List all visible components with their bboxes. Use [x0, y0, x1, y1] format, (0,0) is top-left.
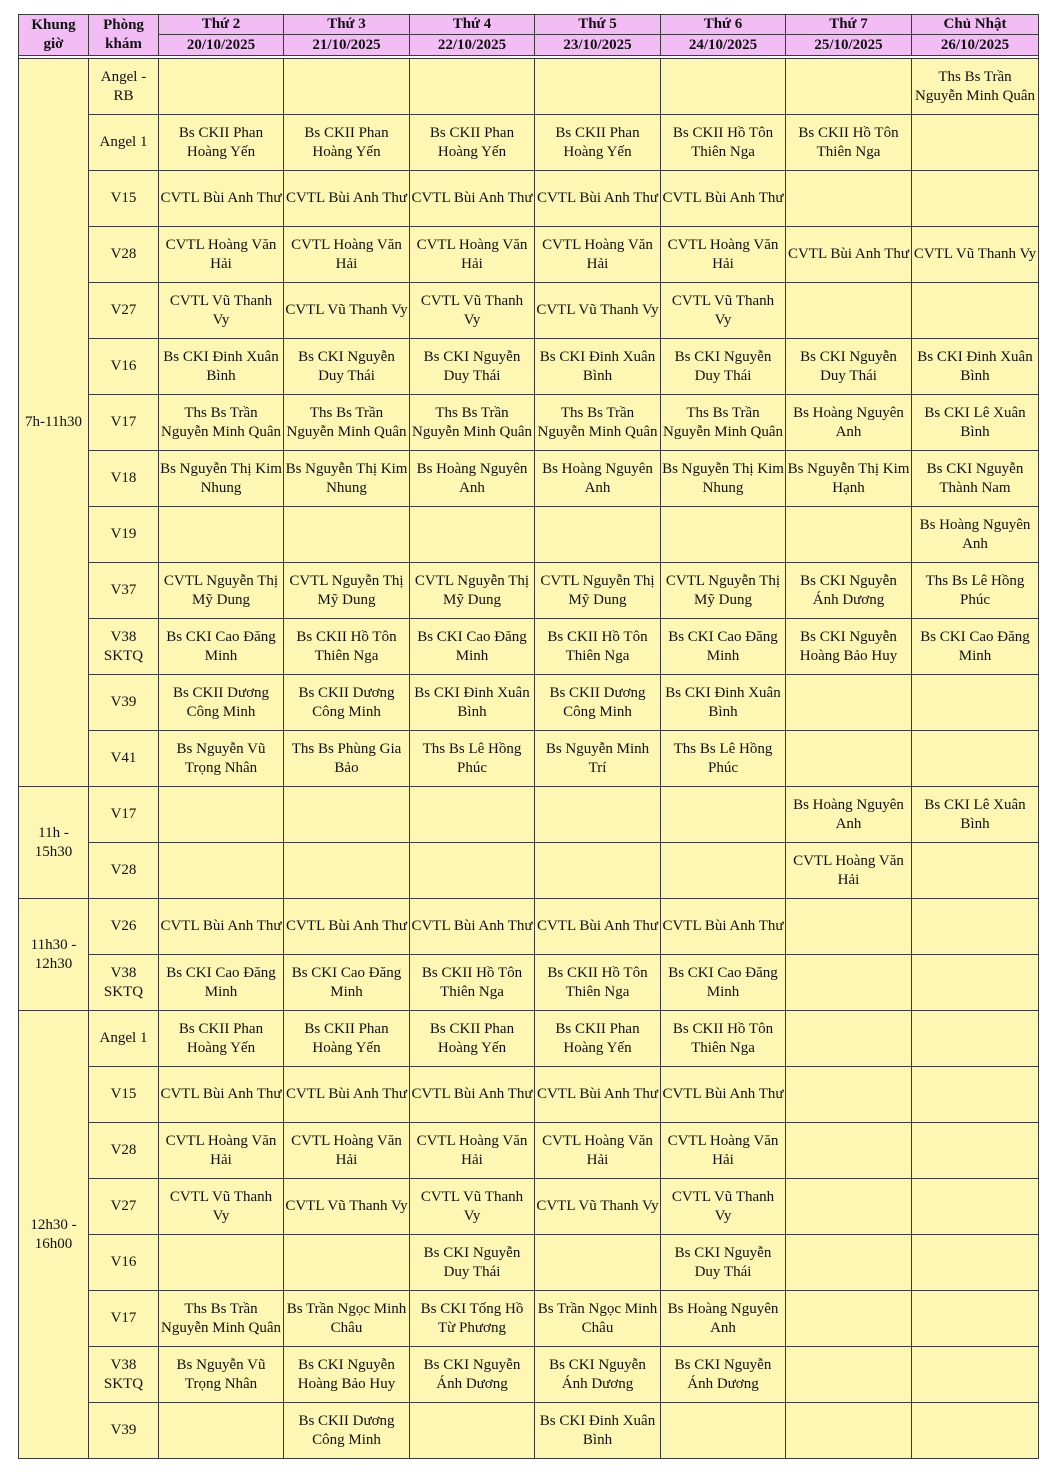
doctor-cell: Bs CKII Hồ Tôn Thiên Nga	[786, 115, 912, 171]
doctor-cell: CVTL Hoàng Văn Hải	[159, 1123, 284, 1179]
doctor-cell	[912, 1291, 1039, 1347]
doctor-cell: Bs Nguyễn Thị Kim Nhung	[284, 451, 410, 507]
table-row	[19, 731, 1039, 787]
doctor-cell: CVTL Hoàng Văn Hải	[159, 227, 284, 283]
day-header-fri: Thứ 6	[661, 15, 786, 35]
doctor-cell	[912, 1347, 1039, 1403]
doctor-cell: Bs CKI Đinh Xuân Bình	[535, 339, 661, 395]
doctor-cell: Ths Bs Trần Nguyễn Minh Quân	[535, 395, 661, 451]
date-header-sat: 25/10/2025	[786, 35, 912, 56]
doctor-cell	[786, 899, 912, 955]
doctor-cell	[410, 507, 535, 563]
room-cell: V15	[89, 171, 159, 227]
day-header-mon: Thứ 2	[159, 15, 284, 35]
time-slot-cell: 7h-11h30	[19, 59, 89, 787]
doctor-cell: Bs CKI Tống Hồ Từ Phương	[410, 1291, 535, 1347]
date-header-wed: 22/10/2025	[410, 35, 535, 56]
doctor-cell: Bs Trần Ngọc Minh Châu	[535, 1291, 661, 1347]
doctor-cell: Bs CKI Nguyễn Ánh Dương	[786, 563, 912, 619]
doctor-cell: Bs CKI Nguyễn Duy Thái	[410, 1235, 535, 1291]
room-cell: V38 SKTQ	[89, 1347, 159, 1403]
doctor-cell: Bs Hoàng Nguyên Anh	[786, 395, 912, 451]
doctor-cell	[786, 1067, 912, 1123]
doctor-cell: CVTL Hoàng Văn Hải	[786, 843, 912, 899]
date-header-sun: 26/10/2025	[912, 35, 1039, 56]
doctor-cell: Bs CKII Hồ Tôn Thiên Nga	[284, 619, 410, 675]
doctor-cell	[912, 1179, 1039, 1235]
doctor-cell	[535, 843, 661, 899]
day-header-wed: Thứ 4	[410, 15, 535, 35]
room-cell: V19	[89, 507, 159, 563]
doctor-cell	[284, 1235, 410, 1291]
table-row	[19, 1347, 1039, 1403]
schedule-body	[19, 56, 1039, 1459]
room-cell: V26	[89, 899, 159, 955]
doctor-cell: CVTL Vũ Thanh Vy	[661, 1179, 786, 1235]
header-row-days	[19, 15, 1039, 35]
table-row	[19, 59, 1039, 115]
doctor-cell: Bs Nguyễn Vũ Trọng Nhân	[159, 731, 284, 787]
doctor-cell: Bs CKII Dương Công Minh	[159, 675, 284, 731]
doctor-cell: Bs CKI Nguyễn Duy Thái	[284, 339, 410, 395]
doctor-cell: Bs CKI Đinh Xuân Bình	[912, 339, 1039, 395]
doctor-cell: Bs CKII Phan Hoàng Yến	[535, 115, 661, 171]
day-header-thu: Thứ 5	[535, 15, 661, 35]
room-cell: V38 SKTQ	[89, 619, 159, 675]
doctor-cell: Bs CKI Cao Đăng Minh	[159, 955, 284, 1011]
doctor-cell: Bs CKII Dương Công Minh	[535, 675, 661, 731]
doctor-cell: Ths Bs Trần Nguyễn Minh Quân	[159, 395, 284, 451]
doctor-cell: CVTL Vũ Thanh Vy	[661, 283, 786, 339]
doctor-cell: Bs CKI Cao Đăng Minh	[159, 619, 284, 675]
doctor-cell: Bs CKI Cao Đăng Minh	[661, 619, 786, 675]
doctor-cell: CVTL Bùi Anh Thư	[284, 899, 410, 955]
doctor-cell: CVTL Vũ Thanh Vy	[159, 283, 284, 339]
doctor-cell	[786, 1291, 912, 1347]
doctor-cell: CVTL Vũ Thanh Vy	[410, 1179, 535, 1235]
room-cell: V28	[89, 843, 159, 899]
room-cell: V16	[89, 1235, 159, 1291]
slot-column-header: Khung giờ	[19, 15, 89, 56]
doctor-cell: Bs CKI Nguyễn Hoàng Bảo Huy	[284, 1347, 410, 1403]
doctor-cell	[786, 955, 912, 1011]
room-cell: V27	[89, 1179, 159, 1235]
doctor-cell: Bs CKII Hồ Tôn Thiên Nga	[410, 955, 535, 1011]
schedule-header	[19, 15, 1039, 56]
doctor-cell: CVTL Bùi Anh Thư	[410, 1067, 535, 1123]
doctor-cell	[912, 955, 1039, 1011]
doctor-cell: CVTL Nguyễn Thị Mỹ Dung	[284, 563, 410, 619]
doctor-cell: Bs CKII Phan Hoàng Yến	[159, 115, 284, 171]
doctor-cell	[786, 59, 912, 115]
day-header-sat: Thứ 7	[786, 15, 912, 35]
doctor-cell: Bs CKI Nguyễn Thành Nam	[912, 451, 1039, 507]
room-cell: V41	[89, 731, 159, 787]
doctor-cell: Bs CKI Cao Đăng Minh	[284, 955, 410, 1011]
doctor-cell	[786, 283, 912, 339]
room-cell: V18	[89, 451, 159, 507]
room-cell: V17	[89, 787, 159, 843]
doctor-cell: Bs CKI Đinh Xuân Bình	[661, 675, 786, 731]
doctor-cell	[535, 507, 661, 563]
doctor-cell: CVTL Hoàng Văn Hải	[410, 1123, 535, 1179]
doctor-cell	[786, 731, 912, 787]
doctor-cell: CVTL Hoàng Văn Hải	[535, 227, 661, 283]
doctor-cell: CVTL Bùi Anh Thư	[786, 227, 912, 283]
doctor-cell: Bs CKII Hồ Tôn Thiên Nga	[535, 955, 661, 1011]
doctor-cell: Ths Bs Lê Hồng Phúc	[410, 731, 535, 787]
room-cell: Angel 1	[89, 1011, 159, 1067]
doctor-cell: Bs CKI Nguyễn Ánh Dương	[661, 1347, 786, 1403]
doctor-cell: Bs Nguyễn Thị Kim Nhung	[159, 451, 284, 507]
doctor-cell	[159, 843, 284, 899]
doctor-cell: Ths Bs Trần Nguyễn Minh Quân	[912, 59, 1039, 115]
doctor-cell	[912, 731, 1039, 787]
doctor-cell: CVTL Bùi Anh Thư	[661, 899, 786, 955]
table-row	[19, 955, 1039, 1011]
doctor-cell: Ths Bs Trần Nguyễn Minh Quân	[159, 1291, 284, 1347]
room-column-header: Phòng khám	[89, 15, 159, 56]
date-header-mon: 20/10/2025	[159, 35, 284, 56]
doctor-cell	[661, 843, 786, 899]
room-cell: V37	[89, 563, 159, 619]
doctor-cell	[786, 1347, 912, 1403]
doctor-cell: Bs CKI Nguyễn Hoàng Bảo Huy	[786, 619, 912, 675]
doctor-cell	[159, 507, 284, 563]
room-cell: V28	[89, 1123, 159, 1179]
doctor-cell: CVTL Nguyễn Thị Mỹ Dung	[661, 563, 786, 619]
time-slot-cell: 11h30 - 12h30	[19, 899, 89, 1011]
table-row	[19, 507, 1039, 563]
doctor-cell: Ths Bs Phùng Gia Bảo	[284, 731, 410, 787]
time-slot-cell: 12h30 - 16h00	[19, 1011, 89, 1459]
day-header-tue: Thứ 3	[284, 15, 410, 35]
doctor-cell: CVTL Nguyễn Thị Mỹ Dung	[535, 563, 661, 619]
doctor-cell: CVTL Nguyễn Thị Mỹ Dung	[410, 563, 535, 619]
table-row	[19, 787, 1039, 843]
doctor-cell: CVTL Bùi Anh Thư	[535, 899, 661, 955]
table-row	[19, 843, 1039, 899]
date-header-thu: 23/10/2025	[535, 35, 661, 56]
doctor-cell: Bs CKII Phan Hoàng Yến	[284, 115, 410, 171]
doctor-cell: Bs CKI Cao Đăng Minh	[661, 955, 786, 1011]
header-row-dates	[19, 35, 1039, 56]
doctor-cell	[912, 843, 1039, 899]
table-row	[19, 899, 1039, 955]
table-row	[19, 1235, 1039, 1291]
doctor-cell	[159, 1403, 284, 1459]
doctor-cell	[912, 675, 1039, 731]
doctor-cell: CVTL Vũ Thanh Vy	[535, 1179, 661, 1235]
table-row	[19, 1291, 1039, 1347]
doctor-cell: CVTL Hoàng Văn Hải	[284, 227, 410, 283]
doctor-cell: CVTL Hoàng Văn Hải	[535, 1123, 661, 1179]
doctor-cell: CVTL Nguyễn Thị Mỹ Dung	[159, 563, 284, 619]
table-row	[19, 171, 1039, 227]
doctor-cell	[912, 1123, 1039, 1179]
doctor-cell	[912, 1067, 1039, 1123]
doctor-cell: Bs Hoàng Nguyên Anh	[912, 507, 1039, 563]
day-header-sun: Chủ Nhật	[912, 15, 1039, 35]
doctor-cell: Bs CKII Dương Công Minh	[284, 675, 410, 731]
doctor-cell: CVTL Bùi Anh Thư	[535, 1067, 661, 1123]
room-cell: V39	[89, 675, 159, 731]
doctor-cell	[912, 115, 1039, 171]
doctor-cell: Bs CKI Lê Xuân Bình	[912, 787, 1039, 843]
doctor-cell: CVTL Vũ Thanh Vy	[535, 283, 661, 339]
doctor-cell	[912, 899, 1039, 955]
doctor-cell: CVTL Bùi Anh Thư	[159, 1067, 284, 1123]
doctor-cell: Bs Trần Ngọc Minh Châu	[284, 1291, 410, 1347]
table-row	[19, 395, 1039, 451]
doctor-cell: Bs CKII Hồ Tôn Thiên Nga	[535, 619, 661, 675]
doctor-cell: Bs CKII Phan Hoàng Yến	[535, 1011, 661, 1067]
doctor-cell: Bs Nguyễn Minh Trí	[535, 731, 661, 787]
doctor-cell	[912, 1403, 1039, 1459]
doctor-cell: Bs CKI Nguyễn Duy Thái	[661, 339, 786, 395]
table-row	[19, 675, 1039, 731]
doctor-cell: Bs Hoàng Nguyên Anh	[786, 787, 912, 843]
table-row	[19, 451, 1039, 507]
date-header-tue: 21/10/2025	[284, 35, 410, 56]
doctor-cell: CVTL Vũ Thanh Vy	[410, 283, 535, 339]
doctor-cell	[410, 787, 535, 843]
table-row	[19, 283, 1039, 339]
doctor-cell	[912, 1235, 1039, 1291]
doctor-cell	[661, 507, 786, 563]
doctor-cell	[912, 283, 1039, 339]
doctor-cell: Bs Nguyễn Thị Kim Hạnh	[786, 451, 912, 507]
doctor-cell	[786, 675, 912, 731]
room-cell: Angel - RB	[89, 59, 159, 115]
doctor-cell	[535, 1235, 661, 1291]
doctor-cell: Bs CKI Lê Xuân Bình	[912, 395, 1039, 451]
doctor-cell: CVTL Vũ Thanh Vy	[284, 283, 410, 339]
doctor-cell	[535, 59, 661, 115]
doctor-cell: Bs CKI Cao Đăng Minh	[410, 619, 535, 675]
doctor-cell	[912, 1011, 1039, 1067]
doctor-cell: Ths Bs Trần Nguyễn Minh Quân	[661, 395, 786, 451]
doctor-cell	[786, 507, 912, 563]
doctor-cell: CVTL Bùi Anh Thư	[159, 171, 284, 227]
doctor-cell	[410, 1403, 535, 1459]
doctor-cell: Bs CKI Nguyễn Duy Thái	[786, 339, 912, 395]
doctor-cell	[661, 787, 786, 843]
doctor-cell: Bs CKI Nguyễn Duy Thái	[661, 1235, 786, 1291]
doctor-cell: Ths Bs Lê Hồng Phúc	[912, 563, 1039, 619]
table-row	[19, 1403, 1039, 1459]
doctor-cell	[284, 843, 410, 899]
room-cell: V16	[89, 339, 159, 395]
table-row	[19, 1011, 1039, 1067]
doctor-cell: CVTL Hoàng Văn Hải	[410, 227, 535, 283]
time-slot-cell: 11h - 15h30	[19, 787, 89, 899]
doctor-cell: Ths Bs Trần Nguyễn Minh Quân	[410, 395, 535, 451]
table-row	[19, 1067, 1039, 1123]
doctor-cell: CVTL Hoàng Văn Hải	[661, 1123, 786, 1179]
doctor-cell	[410, 843, 535, 899]
doctor-cell: CVTL Hoàng Văn Hải	[661, 227, 786, 283]
table-row	[19, 619, 1039, 675]
room-cell: Angel 1	[89, 115, 159, 171]
doctor-cell	[786, 1011, 912, 1067]
doctor-cell	[284, 507, 410, 563]
doctor-cell	[912, 171, 1039, 227]
doctor-cell: Bs CKI Đinh Xuân Bình	[535, 1403, 661, 1459]
table-row	[19, 1123, 1039, 1179]
doctor-cell: Bs CKII Phan Hoàng Yến	[284, 1011, 410, 1067]
table-row	[19, 227, 1039, 283]
doctor-cell: CVTL Bùi Anh Thư	[410, 171, 535, 227]
doctor-cell: Bs CKI Cao Đăng Minh	[912, 619, 1039, 675]
doctor-cell	[535, 787, 661, 843]
doctor-cell	[786, 1179, 912, 1235]
doctor-cell: Bs CKI Đinh Xuân Bình	[410, 675, 535, 731]
doctor-cell	[159, 59, 284, 115]
doctor-cell: Bs CKI Nguyễn Ánh Dương	[410, 1347, 535, 1403]
doctor-cell: CVTL Vũ Thanh Vy	[159, 1179, 284, 1235]
doctor-cell: Bs CKI Đinh Xuân Bình	[159, 339, 284, 395]
doctor-cell	[159, 787, 284, 843]
room-cell: V39	[89, 1403, 159, 1459]
doctor-cell: Bs CKI Nguyễn Ánh Dương	[535, 1347, 661, 1403]
doctor-cell	[661, 59, 786, 115]
doctor-cell	[284, 59, 410, 115]
doctor-cell: CVTL Bùi Anh Thư	[284, 171, 410, 227]
doctor-cell: CVTL Bùi Anh Thư	[535, 171, 661, 227]
doctor-cell: Bs Hoàng Nguyên Anh	[661, 1291, 786, 1347]
table-row	[19, 563, 1039, 619]
table-row	[19, 339, 1039, 395]
table-row	[19, 115, 1039, 171]
doctor-cell	[410, 59, 535, 115]
doctor-cell: Bs Nguyễn Thị Kim Nhung	[661, 451, 786, 507]
doctor-cell: Bs CKII Hồ Tôn Thiên Nga	[661, 1011, 786, 1067]
room-cell: V38 SKTQ	[89, 955, 159, 1011]
doctor-cell	[284, 787, 410, 843]
doctor-cell	[786, 1403, 912, 1459]
doctor-cell: CVTL Bùi Anh Thư	[661, 1067, 786, 1123]
doctor-cell: CVTL Bùi Anh Thư	[661, 171, 786, 227]
doctor-cell: CVTL Bùi Anh Thư	[284, 1067, 410, 1123]
doctor-cell	[159, 1235, 284, 1291]
doctor-cell: Bs CKII Dương Công Minh	[284, 1403, 410, 1459]
room-cell: V27	[89, 283, 159, 339]
doctor-cell: Bs Nguyễn Vũ Trọng Nhân	[159, 1347, 284, 1403]
table-row	[19, 1179, 1039, 1235]
doctor-cell: Bs CKII Phan Hoàng Yến	[159, 1011, 284, 1067]
doctor-cell: Bs CKI Nguyễn Duy Thái	[410, 339, 535, 395]
doctor-cell: CVTL Bùi Anh Thư	[410, 899, 535, 955]
doctor-cell	[786, 171, 912, 227]
doctor-cell	[786, 1123, 912, 1179]
doctor-cell	[661, 1403, 786, 1459]
room-cell: V15	[89, 1067, 159, 1123]
doctor-cell: Bs Hoàng Nguyên Anh	[410, 451, 535, 507]
room-cell: V28	[89, 227, 159, 283]
doctor-cell: Bs CKII Phan Hoàng Yến	[410, 115, 535, 171]
doctor-cell: CVTL Hoàng Văn Hải	[284, 1123, 410, 1179]
doctor-cell: Bs CKII Hồ Tôn Thiên Nga	[661, 115, 786, 171]
doctor-cell: Ths Bs Lê Hồng Phúc	[661, 731, 786, 787]
date-header-fri: 24/10/2025	[661, 35, 786, 56]
doctor-cell: CVTL Vũ Thanh Vy	[284, 1179, 410, 1235]
doctor-cell	[786, 1235, 912, 1291]
doctor-cell: Bs CKII Phan Hoàng Yến	[410, 1011, 535, 1067]
doctor-cell: CVTL Bùi Anh Thư	[159, 899, 284, 955]
doctor-cell: Ths Bs Trần Nguyễn Minh Quân	[284, 395, 410, 451]
doctor-cell: Bs Hoàng Nguyên Anh	[535, 451, 661, 507]
doctor-cell: CVTL Vũ Thanh Vy	[912, 227, 1039, 283]
schedule-table	[18, 14, 1039, 1459]
room-cell: V17	[89, 395, 159, 451]
room-cell: V17	[89, 1291, 159, 1347]
